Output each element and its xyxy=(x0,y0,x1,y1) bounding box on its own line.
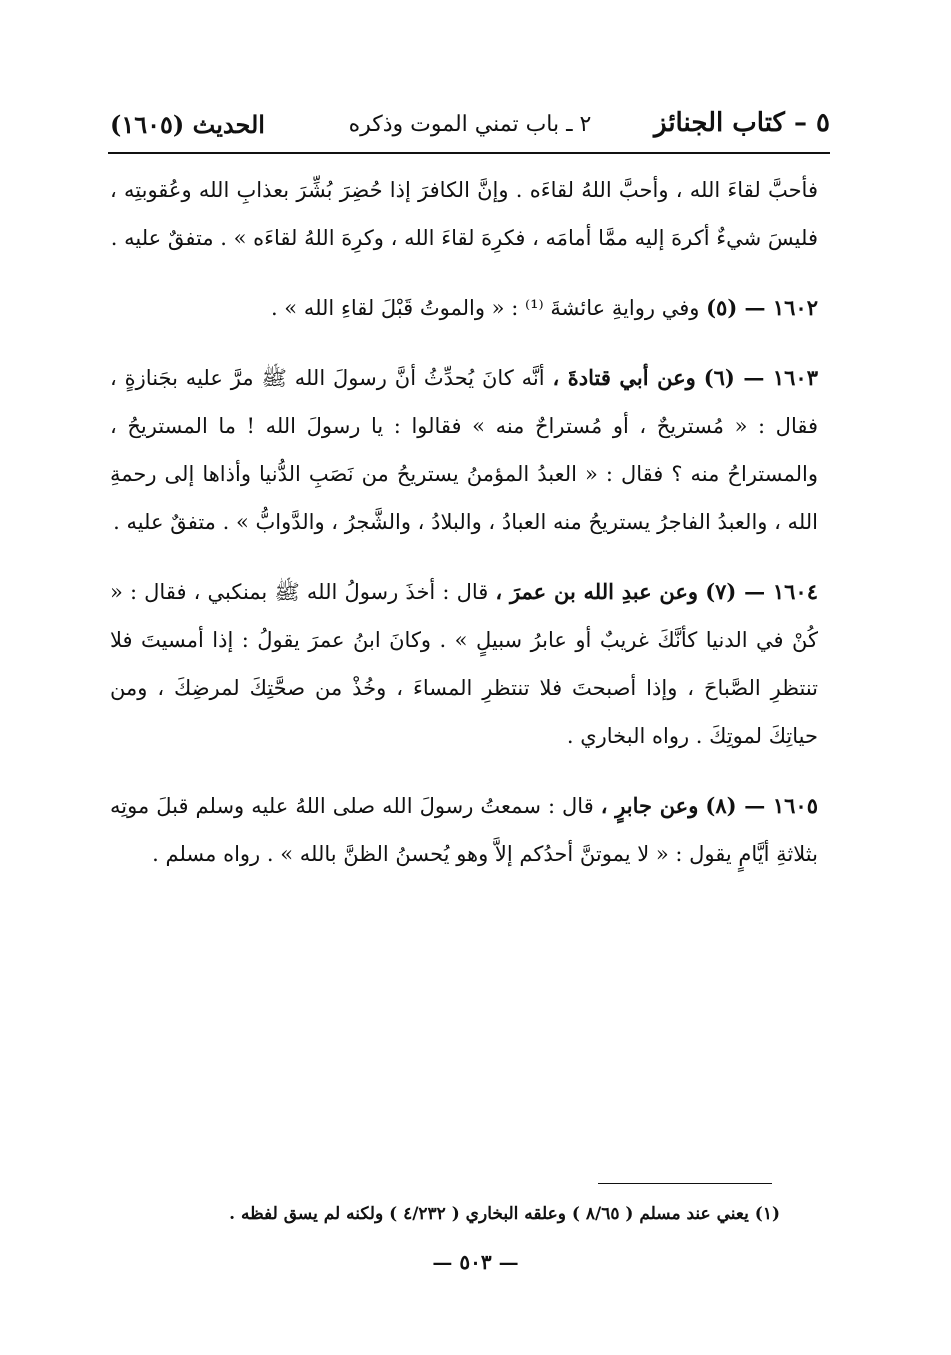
hadith-range: الحديث (١٦٠٥) xyxy=(110,110,265,139)
hadith-1604 xyxy=(110,568,818,760)
paragraph-text: قال : أخذَ رسولُ الله ﷺ بمنكبي ، فقال : « كُنْ في الدنيا كأنَّكَ غريبٌ أو عابرُ سبيلٍ » . وكانَ ابنُ عمرَ يقولُ : إذا أمسيتَ فلا تنتظرِ الصَّباحَ ، وإذا أصبحتَ فلا تنتظرِ المساءَ ، وخُذْ من صحَّتِكَ لمرضِكَ ، ومن حياتِكَ لموتِكَ . رواه البخاري . xyxy=(110,580,818,748)
hadith-narrator: وعن جابرٍ ، xyxy=(600,793,699,818)
hadith-number: ١٦٠٢ — (٥) xyxy=(706,295,818,320)
hadith-number: ١٦٠٥ — (٨) xyxy=(705,793,818,818)
main-text xyxy=(110,166,818,878)
page-header xyxy=(110,108,830,152)
page-number: — ٥٠٣ — xyxy=(432,1250,519,1274)
header-divider xyxy=(108,152,830,154)
hadith-narrator: وعن عبدِ الله بن عمرَ ، xyxy=(495,579,699,604)
hadith-narrator: وعن أبي قتادةَ ، xyxy=(552,365,696,390)
footnote: (١) يعني عند مسلم ( ٨/٦٥ ) وعلقه البخاري ( ٤/٢٣٢ ) ولكنه لم يسق لفظه . xyxy=(229,1204,780,1224)
hadith-number: ١٦٠٤ — (٧) xyxy=(705,579,818,604)
hadith-1602 xyxy=(110,284,818,332)
paragraph-continuation xyxy=(110,166,818,262)
paragraph-text: قال : سمعتُ رسولَ الله صلى اللهُ عليه وسلم قبلَ موتِه بثلاثةِ أيَّامٍ يقول : « لا يموتنَّ أحدُكم إلاَّ وهو يُحسنُ الظنَّ بالله » . رواه مسلم . xyxy=(110,794,818,866)
paragraph-text: فأحبَّ لقاءَ الله ، وأحبَّ اللهُ لقاءَه . وإنَّ الكافرَ إذا حُضِرَ بُشِّرَ بعذابِ الله وعُقوبتِه ، فليسَ شيءٌ أكرهَ إليه ممَّا أمامَه ، فكرِهَ لقاءَ الله ، وكرِهَ اللهُ لقاءَه » . متفقٌ عليه . xyxy=(110,178,818,250)
paragraph-text: أنَّه كانَ يُحدِّثُ أنَّ رسولَ الله ﷺ مرَّ عليه بجَنازةٍ ، فقال : « مُستريحٌ ، أو مُستراحٌ منه » فقالوا : يا رسولَ الله ! ما المستريحُ ، والمستراحُ منه ؟ فقال : « العبدُ المؤمنُ يستريحُ من نَصَبِ الدُّنيا وأذاها إلى رحمةِ الله ، والعبدُ الفاجرُ يستريحُ منه العبادُ ، والبلادُ ، والشَّجرُ ، والدَّوابُّ » . متفقٌ عليه . xyxy=(110,366,818,534)
chapter-title: ٥ – كتاب الجنائز xyxy=(653,108,830,138)
hadith-1605 xyxy=(110,782,818,878)
footnote-divider xyxy=(598,1183,772,1184)
hadith-1603 xyxy=(110,354,818,546)
section-title: ٢ ـ باب تمني الموت وذكره xyxy=(348,112,592,137)
paragraph-text: وفي روايةِ عائشةَ ⁽¹⁾ : « والموتُ قَبْلَ لقاءِ الله » . xyxy=(270,296,700,320)
hadith-number: ١٦٠٣ — (٦) xyxy=(703,365,818,390)
